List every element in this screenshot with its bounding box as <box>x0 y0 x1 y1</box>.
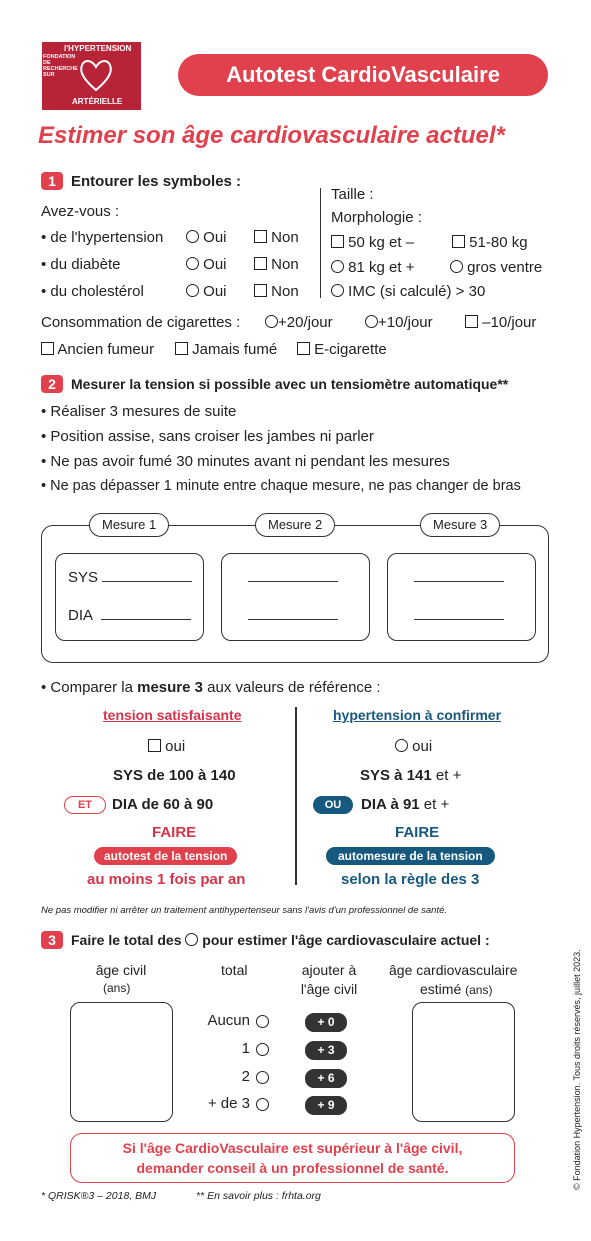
checkbox-icon <box>452 235 465 248</box>
compare-text: • Comparer la mesure 3 aux valeurs de référence : <box>41 679 381 696</box>
total-row-1: 1 <box>241 1040 250 1057</box>
warning-line2: demander conseil à un professionnel de santé. <box>136 1160 449 1176</box>
add-badge-1: + 3 <box>305 1041 347 1060</box>
sys2-field <box>248 581 338 582</box>
bullet-2: • Position assise, sans croiser les jambes ni parler <box>41 428 374 445</box>
warning-box <box>70 1133 515 1183</box>
total-head: total <box>221 962 248 978</box>
morpho-51-80kg[interactable]: 51-80 kg <box>452 234 528 251</box>
mesure1-box[interactable] <box>55 553 204 641</box>
left-faire: FAIRE <box>152 824 197 841</box>
dia1-field <box>101 619 191 620</box>
radio-icon <box>186 284 199 297</box>
radio-icon <box>256 1015 269 1028</box>
section3-number: 3 <box>41 931 63 949</box>
add-badge-3: + 9 <box>305 1096 347 1115</box>
copyright-vertical: © Fondation Hypertension. Tous droits réservés, juillet 2023. <box>572 949 582 1190</box>
checkbox-icon <box>297 342 310 355</box>
age-civil-box[interactable] <box>70 1002 173 1122</box>
total-row-0: Aucun <box>207 1012 250 1029</box>
sys3-field <box>414 581 504 582</box>
total-row-3: + de 3 <box>207 1095 250 1112</box>
satisfaisante-oui[interactable]: oui <box>148 738 185 755</box>
sys1-field <box>102 581 192 582</box>
row-diabete-label: • du diabète <box>41 256 121 273</box>
checkbox-icon <box>175 342 188 355</box>
radio-icon <box>331 260 344 273</box>
cholesterol-non[interactable]: Non <box>254 283 299 300</box>
autotest-pill: autotest de la tension <box>94 847 237 865</box>
confirmer-heading: hypertension à confirmer <box>333 707 502 723</box>
ajouter-head1: ajouter à <box>301 962 357 978</box>
automesure-pill: automesure de la tension <box>326 847 495 865</box>
foundation-logo <box>42 42 141 110</box>
cholesterol-oui[interactable]: Oui <box>186 283 227 300</box>
row-hypertension-label: • de l'hypertension <box>41 229 164 246</box>
add-badge-0: + 0 <box>305 1013 347 1032</box>
radio-icon <box>395 739 408 752</box>
add-badge-2: + 6 <box>305 1069 347 1088</box>
diabete-oui[interactable]: Oui <box>186 256 227 273</box>
et-badge: ET <box>64 796 106 814</box>
conso-label: Consommation de cigarettes : <box>41 314 241 331</box>
bullet-4: • Ne pas dépasser 1 minute entre chaque mesure, ne pas changer de bras <box>41 478 521 494</box>
right-faire: FAIRE <box>395 824 440 841</box>
page-title: Autotest CardioVasculaire <box>178 54 548 96</box>
checkbox-icon <box>331 235 344 248</box>
bullet-3: • Ne pas avoir fumé 30 minutes avant ni pendant les mesures <box>41 453 450 470</box>
hypertension-oui[interactable]: Oui <box>186 229 227 246</box>
footnote-2: ** En savoir plus : frhta.org <box>196 1190 321 1202</box>
age-civil-head: âge civil <box>95 962 147 978</box>
dia2-field <box>248 619 338 620</box>
mesure3-label: Mesure 3 <box>420 513 500 537</box>
age-cv-box[interactable] <box>412 1002 515 1122</box>
satisfaisante-heading: tension satisfaisante <box>103 707 242 723</box>
morpho-label: Morphologie : <box>331 209 422 226</box>
ou-badge: OU <box>313 796 353 814</box>
total-radio-1[interactable] <box>256 1042 269 1059</box>
left-dia: DIA de 60 à 90 <box>112 796 214 813</box>
avez-label: Avez-vous : <box>41 203 120 220</box>
row-cholesterol-label: • du cholestérol <box>41 283 144 300</box>
section2-title: Mesurer la tension si possible avec un tensiomètre automatique** <box>71 376 509 392</box>
section1-heading <box>41 172 241 190</box>
diabete-non[interactable]: Non <box>254 256 299 273</box>
radio-icon <box>365 315 378 328</box>
mesure2-box[interactable] <box>221 553 370 641</box>
checkbox-icon <box>254 230 267 243</box>
logo-line1: l'HYPERTENSION <box>64 44 132 53</box>
radio-icon <box>450 260 463 273</box>
warning-line1: Si l'âge CardioVasculaire est supérieur à l'âge civil, <box>122 1140 463 1156</box>
treatment-note: Ne pas modifier ni arrêter un traitement antihypertenseur sans l'avis d'un professionnel de santé. <box>41 905 448 916</box>
morpho-50kg[interactable]: 50 kg et – <box>331 234 414 251</box>
right-foot: selon la règle des 3 <box>341 871 480 888</box>
subtitle: Estimer son âge cardiovasculaire actuel* <box>38 122 505 149</box>
radio-icon <box>186 257 199 270</box>
cig-minus10[interactable]: –10/jour <box>465 314 536 331</box>
sys-label: SYS <box>68 569 192 586</box>
section1-title: Entourer les symboles : <box>71 173 242 190</box>
cig-20[interactable]: +20/jour <box>265 314 333 331</box>
checkbox-icon <box>148 739 161 752</box>
section1-number: 1 <box>41 172 63 190</box>
logo-vertical: FONDATION DE RECHERCHE SUR <box>43 54 78 78</box>
cig-10[interactable]: +10/jour <box>365 314 433 331</box>
e-cigarette[interactable]: E-cigarette <box>297 341 387 358</box>
mesure2-label: Mesure 2 <box>255 513 335 537</box>
left-foot: au moins 1 fois par an <box>87 871 246 888</box>
age-civil-unit: (ans) <box>103 981 131 995</box>
ancien-fumeur[interactable]: Ancien fumeur <box>41 341 154 358</box>
radio-icon <box>186 230 199 243</box>
checkbox-icon <box>41 342 54 355</box>
section2-heading <box>41 375 508 393</box>
morpho-81kg[interactable]: 81 kg et + <box>331 259 414 276</box>
divider <box>320 188 321 298</box>
dia3-field <box>414 619 504 620</box>
heart-icon <box>76 56 116 94</box>
checkbox-icon <box>465 315 478 328</box>
right-sys: SYS à 141 et + <box>360 767 462 784</box>
section3-heading: 3 Faire le total des pour estimer l'âge cardiovasculaire actuel : <box>41 931 490 949</box>
bullet-1: • Réaliser 3 mesures de suite <box>41 403 237 420</box>
jamais-fume[interactable]: Jamais fumé <box>175 341 277 358</box>
hypertension-non[interactable]: Non <box>254 229 299 246</box>
footnote-1: * QRISK®3 – 2018, BMJ <box>41 1190 157 1202</box>
total-radio-0[interactable] <box>256 1014 269 1031</box>
ajouter-head2: l'âge civil <box>300 981 358 997</box>
radio-icon <box>256 1043 269 1056</box>
mesure3-box[interactable] <box>387 553 536 641</box>
radio-icon <box>331 284 344 297</box>
mesure1-label: Mesure 1 <box>89 513 169 537</box>
total-row-2: 2 <box>241 1068 250 1085</box>
checkbox-icon <box>254 284 267 297</box>
radio-icon <box>265 315 278 328</box>
checkbox-icon <box>254 257 267 270</box>
taille-label: Taille : <box>331 186 374 203</box>
acv-head2: estimé (ans) <box>420 981 493 997</box>
radio-icon <box>256 1098 269 1111</box>
total-radio-2[interactable] <box>256 1070 269 1087</box>
radio-icon <box>256 1071 269 1084</box>
logo-line2: ARTÉRIELLE <box>72 97 123 106</box>
morpho-gros-ventre[interactable]: gros ventre <box>450 259 542 276</box>
left-sys: SYS de 100 à 140 <box>113 767 236 784</box>
morpho-imc[interactable]: IMC (si calculé) > 30 <box>331 283 485 300</box>
total-radio-3[interactable] <box>256 1097 269 1114</box>
column-divider <box>295 707 297 885</box>
right-dia: DIA à 91 et + <box>361 796 450 813</box>
acv-head1: âge cardiovasculaire <box>389 962 518 978</box>
radio-icon <box>185 933 198 946</box>
dia-label: DIA <box>68 607 191 624</box>
section2-number: 2 <box>41 375 63 393</box>
confirmer-oui[interactable]: oui <box>395 738 432 755</box>
